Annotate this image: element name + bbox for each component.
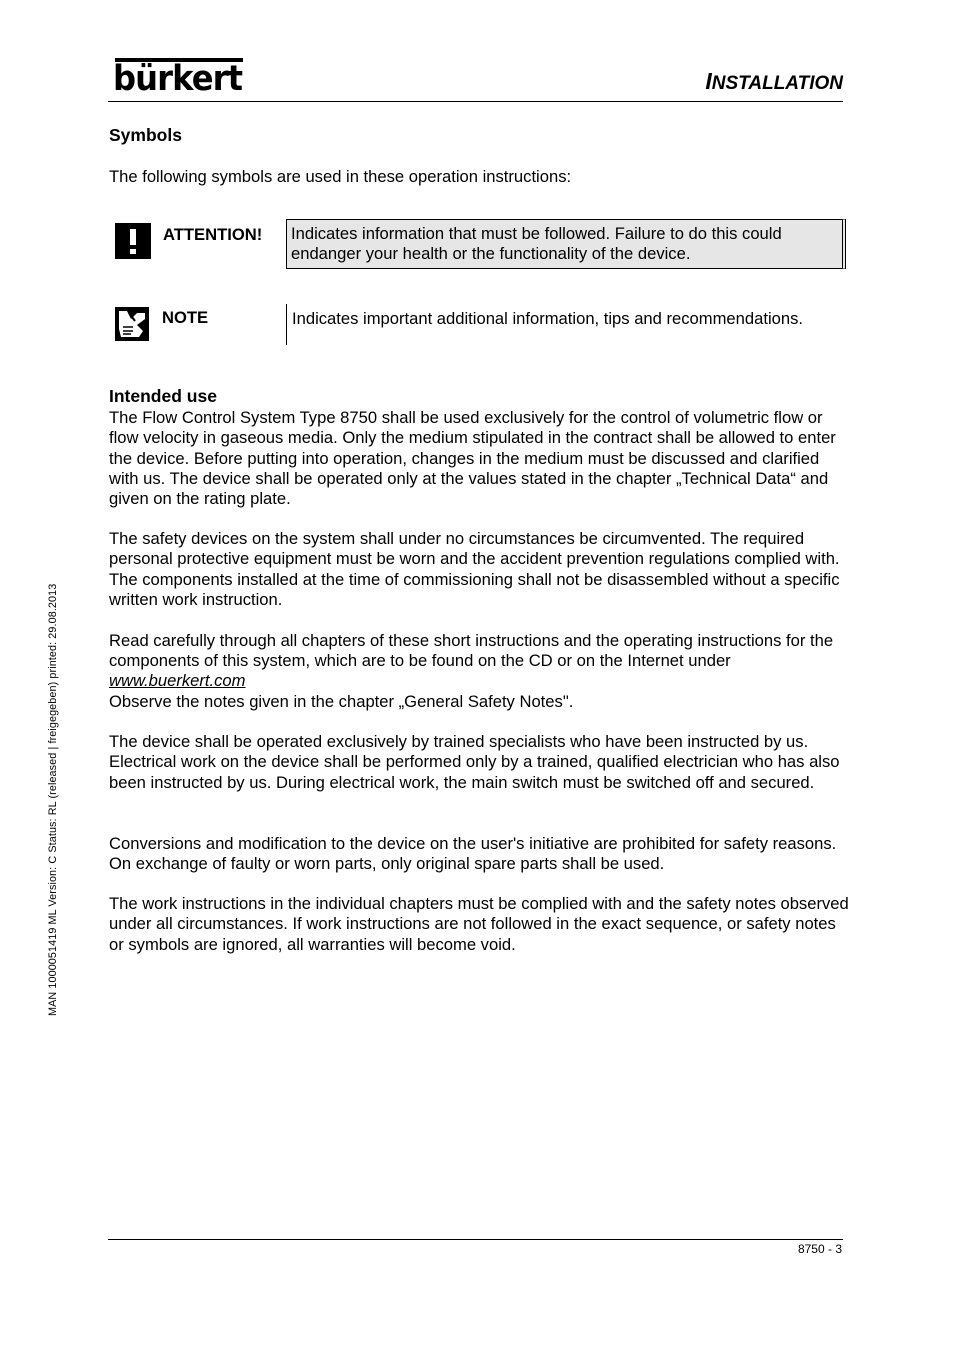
section-title <box>705 68 843 95</box>
document-info-margin: MAN 1000051419 ML Version: C Status: RL (released | freigegeben) printed: 29.08.2013 <box>47 583 59 1016</box>
buerkert-logo <box>113 58 245 98</box>
intended-use-paragraph-2: The safety devices on the system shall under no circumstances be circumvented. The required personal protective equipment must be worn and the accident prevention regulations complied with. The components installed at the time of commissioning shall not be disassembled without a specific written work instruction. <box>109 529 840 609</box>
intended-use-paragraph-6: The work instructions in the individual chapters must be complied with and the safety notes observed under all circumstances. If work instructions are not followed in the exact sequence, or safety notes or symbols are ignored, all warranties will become void. <box>109 894 849 954</box>
intended-use-observe-note: Observe the notes given in the chapter „General Safety Notes". <box>109 692 574 711</box>
intended-use-paragraph-3: Read carefully through all chapters of these short instructions and the operating instructions for the components of this system, which are to be found on the CD or on the Internet under <box>109 631 834 671</box>
footer-rule <box>108 1239 843 1240</box>
note-description: Indicates important additional information, tips and recommendations. <box>286 304 846 345</box>
note-hand-icon <box>115 307 149 341</box>
intended-use-paragraph-1: The Flow Control System Type 8750 shall be used exclusively for the control of volumetric flow or flow velocity in gaseous media. Only the medium stipulated in the contract shall be allowed to enter the device. Before putting into operation, changes in the medium must be discussed and clarified with us. The device shall be operated only at the values stated in the chapter „Technical Data“ and given on the rating plate. <box>109 408 836 509</box>
attention-description: Indicates information that must be followed. Failure to do this could endanger your health or the functionality of the device. <box>286 219 846 269</box>
section-title-initial: I <box>705 68 712 94</box>
exclamation-icon <box>115 223 151 259</box>
note-label: NOTE <box>162 308 209 327</box>
section-title-rest: NSTALLATION <box>711 73 843 94</box>
intended-use-heading: Intended use <box>109 386 217 406</box>
buerkert-website-link[interactable]: www.buerkert.com <box>109 671 246 690</box>
intended-use-paragraph-5: Conversions and modification to the device on the user's initiative are prohibited for safety reasons. On exchange of faulty or worn parts, only original spare parts shall be used. <box>109 834 837 874</box>
logo-text: bürkert <box>113 59 243 99</box>
attention-label: ATTENTION! <box>163 225 263 244</box>
symbols-heading: Symbols <box>109 125 182 145</box>
symbols-intro: The following symbols are used in these operation instructions: <box>109 167 572 186</box>
intended-use-paragraph-4: The device shall be operated exclusively by trained specialists who have been instructed by us. Electrical work on the device shall be performed only by a trained, qualified electrician who has also been instructed by us. During electrical work, the main switch must be switched off and secured. <box>109 732 840 792</box>
page-number: 8750 - 3 <box>797 1242 842 1256</box>
header-rule <box>108 101 843 102</box>
